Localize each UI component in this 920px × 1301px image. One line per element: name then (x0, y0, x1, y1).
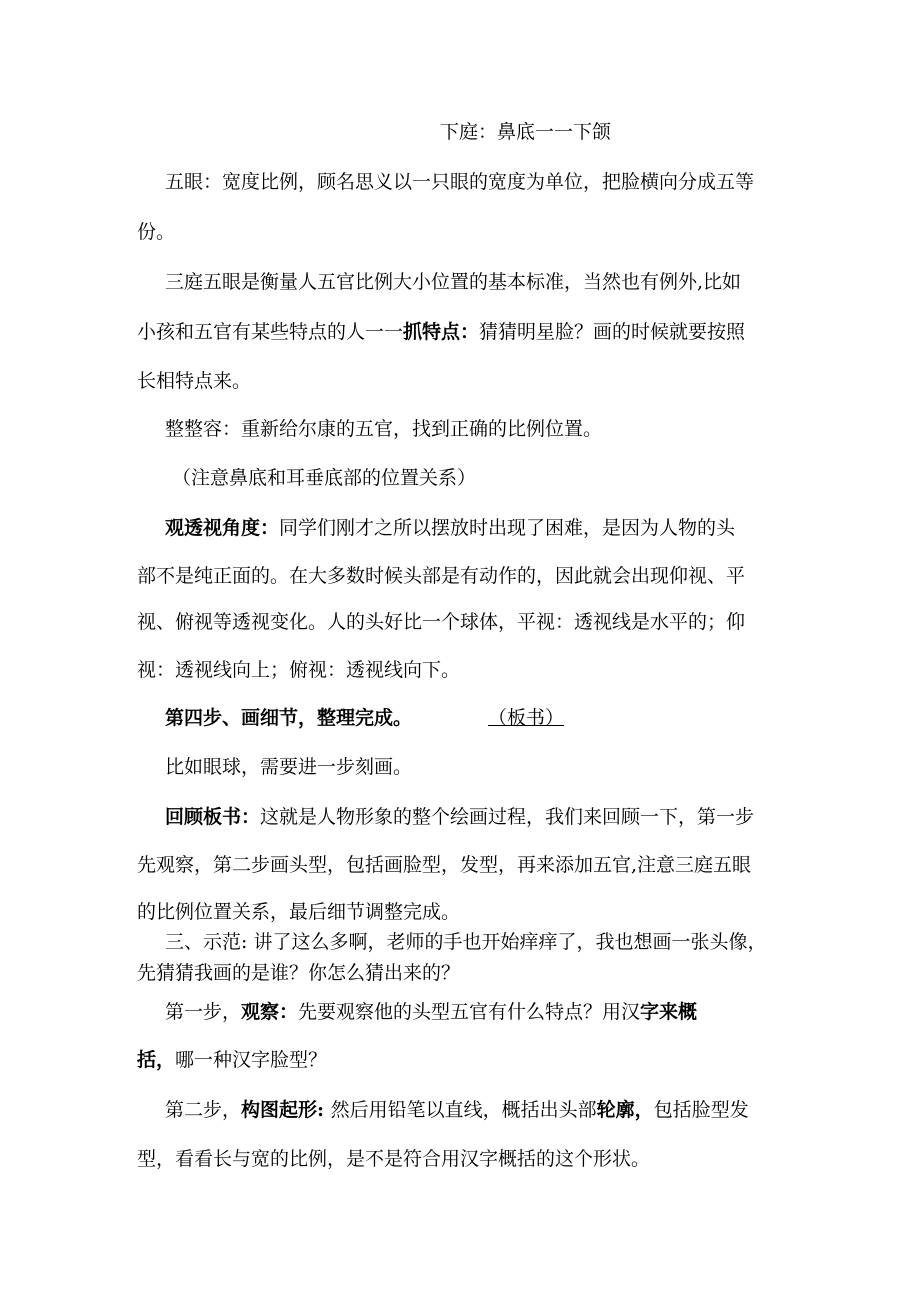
text-line (137, 1147, 650, 1171)
text-segment: 观察： (241, 1001, 299, 1023)
text-segment: 哪一种汉字脸型？ (175, 1049, 328, 1071)
text-segment: 的比例位置关系，最后细节调整完成。 (137, 901, 461, 923)
text-segment: 同学们刚才之所以摆放时出现了困难，是因为人物的头 (279, 517, 736, 539)
text-line (165, 170, 754, 194)
text-segment: （板书） (488, 707, 565, 729)
text-segment: 字来概 (640, 1001, 698, 1023)
text-segment: 包括脸型发 (653, 1099, 749, 1121)
text-line (165, 706, 412, 730)
text-segment: 长相特点来。 (137, 370, 252, 392)
text-segment: 抓特点： (403, 321, 480, 343)
text-segment: 先要观察他的头型五官有什么特点？用汉 (298, 1001, 641, 1023)
text-line (137, 1048, 327, 1072)
text-segment: （注意鼻底和耳垂底部的位置关系） (172, 467, 477, 489)
text-segment: 视、俯视等透视变化。人的头好比一个球体，平视：透视线是水平的；仰 (137, 611, 746, 633)
text-segment: 三庭五眼是衡量人五官比例大小位置的基本标准，当然也有例外,比如 (165, 271, 742, 293)
text-segment: 份。 (137, 221, 176, 243)
text-line (165, 805, 754, 829)
text-line (165, 755, 412, 779)
text-segment: 整整容：重新给尔康的五官，找到正确的比例位置。 (165, 418, 603, 440)
text-line (488, 706, 564, 730)
text-line (165, 270, 741, 294)
text-segment: 小孩和五官有某些特点的人一一 (137, 321, 404, 343)
text-segment: 第二步， (165, 1099, 242, 1121)
text-segment: 先观察，第二步画头型，包括画脸型，发型，再来添加五官,注意三庭五眼 (137, 854, 752, 876)
text-line (440, 120, 611, 144)
text-line (165, 1000, 697, 1024)
text-segment: 猜猜明星脸？画的时候就要按照 (479, 321, 746, 343)
text-segment: 构图起形: (241, 1099, 331, 1121)
text-segment: 括， (137, 1049, 176, 1071)
text-segment: 三、示范: 讲了这么多啊，老师的手也开始痒痒了，我也想画一张头像， (165, 931, 767, 953)
text-segment: 观透视角度： (165, 517, 280, 539)
text-segment: 这就是人物形象的整个绘画过程，我们来回顾一下，第一步 (260, 806, 755, 828)
text-line (165, 417, 602, 441)
text-line (165, 1098, 749, 1122)
text-segment: 比如眼球，需要进一步刻画。 (165, 756, 413, 778)
text-line (137, 961, 460, 985)
text-line (165, 930, 766, 954)
text-segment: 轮廓， (596, 1099, 654, 1121)
text-line (137, 369, 251, 393)
text-segment: 视：透视线向上；俯视：透视线向下。 (137, 659, 461, 681)
text-segment: 五眼：宽度比例，顾名思义以一只眼的宽度为单位，把脸横向分成五等 (165, 171, 755, 193)
text-segment: 型，看看长与宽的比例，是不是符合用汉字概括的这个形状。 (137, 1148, 651, 1170)
text-segment: 先猜猜我画的是谁？你怎么猜出来的？ (137, 962, 461, 984)
text-line (137, 853, 751, 877)
text-line (137, 658, 460, 682)
text-line (137, 610, 745, 634)
text-line (137, 900, 460, 924)
text-segment: 部不是纯正面的。在大多数时候头部是有动作的，因此就会出现仰视、平 (137, 565, 746, 587)
text-line (137, 320, 745, 344)
text-line (137, 564, 745, 588)
text-segment: 然后用铅笔以直线，概括出头部 (330, 1099, 597, 1121)
text-segment: 第一步， (165, 1001, 242, 1023)
text-segment: 下庭：鼻底一一下颌 (440, 121, 612, 143)
text-line (172, 466, 476, 490)
text-line (137, 220, 175, 244)
text-segment: 第四步、画细节，整理完成。 (165, 707, 413, 729)
text-line (165, 516, 735, 540)
text-segment: 回顾板书： (165, 806, 261, 828)
